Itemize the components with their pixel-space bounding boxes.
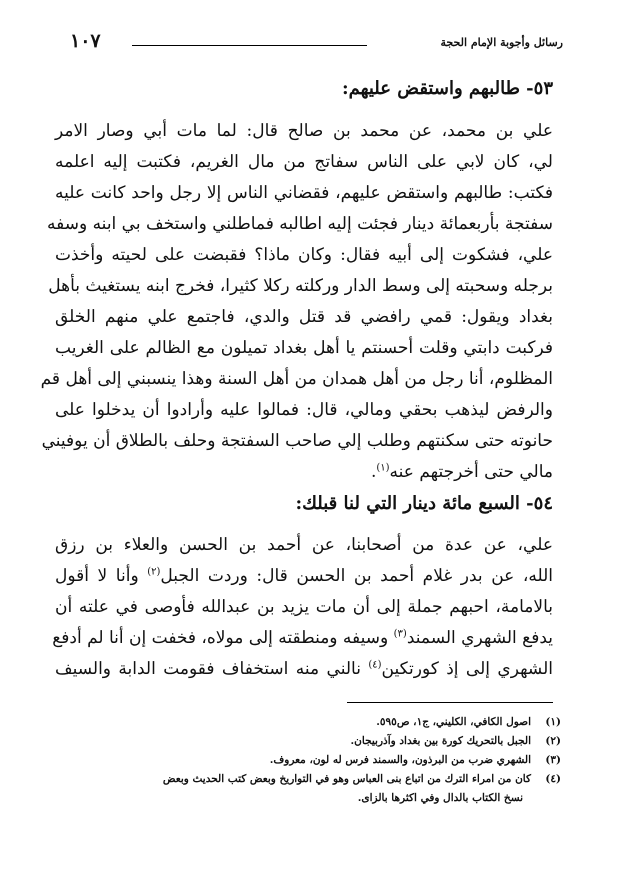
paragraph-line: لي، كان لابي على الناس سفاتج من مال الغريم، فكتبت إليه اعلمه (55, 152, 553, 172)
section-heading-54: ٥٤- السبع مائة دينار التي لنا قبلك: (295, 493, 553, 514)
end-punctuation: . (370, 462, 377, 482)
paragraph-line (55, 566, 553, 586)
footnote-4-continuation: نسخ الكتاب بالدال وفي اكثرها بالزاى. (357, 792, 523, 804)
footnote-number: (٤) (545, 773, 561, 785)
footnote-text: الجبل بالتحريك كورة بين بغداد وآذربيجان. (350, 735, 531, 747)
page-number: ١٠٧ (70, 30, 101, 52)
paragraph-line: حانوته حتى سكنتهم وطلب إلي صاحب السفتجة وحلف بالطلاق أن يوفيني (41, 431, 553, 451)
header-title: رسائل وأجوبة الإمام الحجة (440, 36, 563, 49)
paragraph-line (55, 659, 553, 679)
paragraph-text: يدفع الشهري السمند (406, 628, 553, 648)
paragraph-line: المظلوم، أنا رجل من أهل همدان من أهل السنة وهذا ينسبني إلى أهل قم (40, 369, 553, 389)
section-heading-53: ٥٣- طالبهم واستقض عليهم: (341, 78, 553, 99)
footnote-ref-4: (٤) (368, 659, 382, 671)
paragraph-line: علي، فشكوت إلى أبيه فقال: وكان ماذا؟ فقبضت على لحيته وأخذت (55, 245, 553, 265)
footnote-text: الشهري ضرب من البرذون، والسمند فرس له لون، معروف. (269, 754, 531, 766)
footnote-text: اصول الكافي، الكليني، ج١، ص٥٩٥. (376, 716, 531, 728)
paragraph-text: مالي حتى أخرجتهم عنه (389, 462, 553, 482)
paragraph-text: نالني منه استخفاف فقومت الدابة والسيف (55, 659, 369, 679)
footnote-number: (١) (545, 716, 561, 728)
header-rule (132, 45, 367, 46)
paragraph-text: الشهري إلى إذ كورتكين (381, 659, 553, 679)
footnote-ref-1: (١) (376, 462, 390, 474)
paragraph-line (52, 628, 553, 648)
paragraph-line: سفتجة بأربعمائة دينار فجئت إليه اطالبه فماطلني واستخف بي ابنه وسفه (47, 214, 553, 234)
paragraph-line-last (55, 462, 553, 482)
paragraph-text: وأنا لا أقول (55, 566, 148, 586)
footnote-text: كان من امراء الترك من اتباع بنى العباس وهو في التواريخ وبعض كتب الحديث وبعض (162, 773, 531, 785)
paragraph-line: علي، عن عدة من أصحابنا، عن أحمد بن الحسن والعلاء بن رزق (55, 535, 553, 555)
paragraph-line: فكتب: طالبهم واستقض عليهم، فقضاني الناس إلا رجل واحد كانت عليه (55, 183, 553, 203)
paragraph-line: بغداد ويقول: قمي رافضي قد قتل والدي، فاجتمع علي منهم الخلق (55, 307, 553, 327)
paragraph-line: بالامامة، احبهم جملة إلى أن مات يزيد بن عبدالله فأوصى في علته أن (55, 597, 553, 617)
footnote-number: (٢) (545, 735, 561, 747)
paragraph-line: فركبت دابتي وقلت أحسنتم يا أهل بغداد تميلون مع الظالم على الغريب (55, 338, 553, 358)
footnote-separator (347, 702, 553, 703)
paragraph-line: برجله وسحبته إلى وسط الدار وركلته ركلا كثيرا، فخرج ابنه يستغيث بأهل (48, 276, 553, 296)
paragraph-text: وسيفه ومنطقته إلى مولاه، فخفت إن أنا لم أدفع (52, 628, 394, 648)
paragraph-line: علي بن محمد، عن محمد بن صالح قال: لما مات أبي وصار الامر (55, 121, 553, 141)
paragraph-line: والرفض ليذهب بحقي ومالي، قال: فمالوا عليه وأرادوا أن يدخلوا على (55, 400, 553, 420)
paragraph-text: الله، عن بدر غلام أحمد بن الحسن قال: وردت الجبل (160, 566, 554, 586)
footnote-number: (٣) (545, 754, 561, 766)
running-header (70, 30, 563, 54)
footnote-ref-3: (٣) (393, 628, 407, 640)
footnote-ref-2: (٢) (147, 566, 161, 578)
